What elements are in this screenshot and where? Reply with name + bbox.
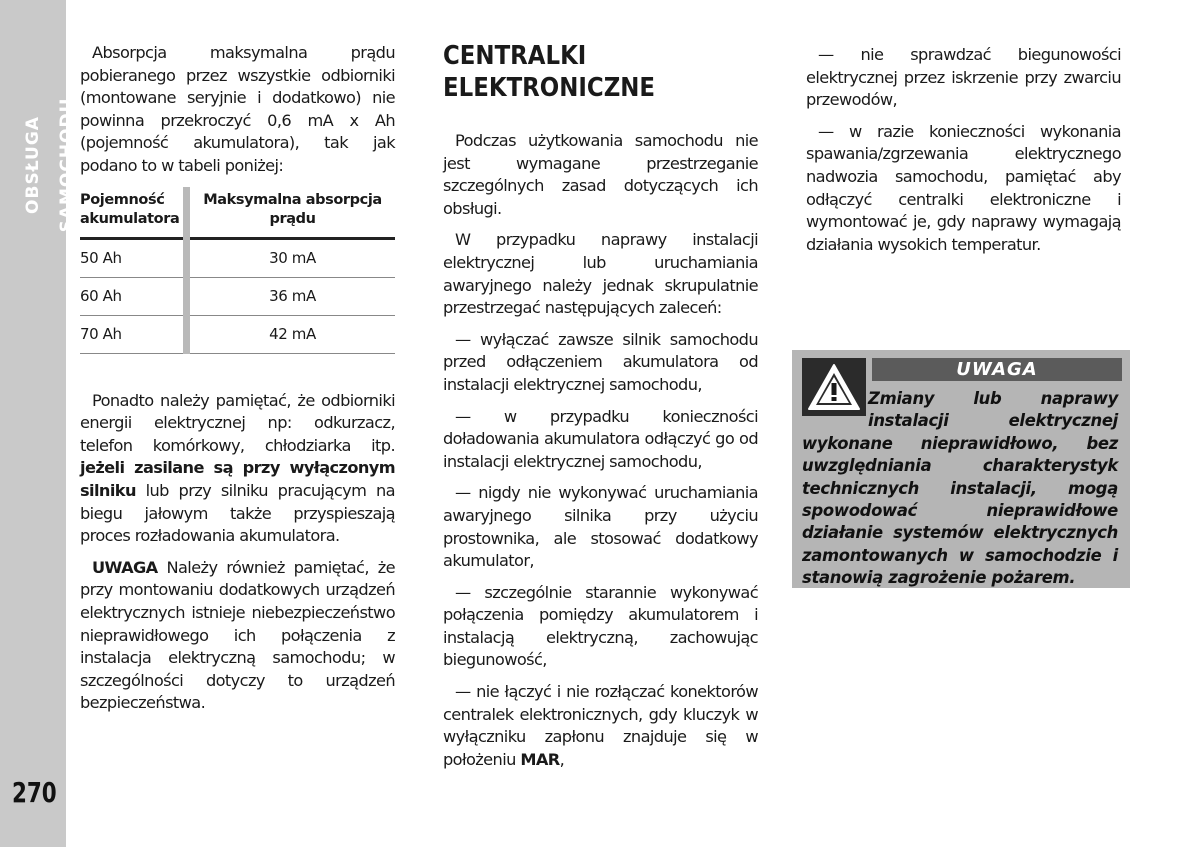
table-cell-capacity: 50 Ah	[80, 238, 187, 277]
paragraph: W przypadku naprawy instalacji elektrycznej lub uruchamiania awaryjnego należy jednak skrupulatnie przestrzegać następujących zaleceń:	[443, 230, 758, 318]
warning-box	[792, 350, 1130, 588]
note-text: Należy również pamiętać, że przy montowaniu dodatkowych urządzeń elektrycznych istnieje niebezpieczeństwo nieprawidłowego ich połączenia z instalacja elektryczną samochodu; w szczególności dotyczy to urządzeń bezpieczeństwa.	[80, 557, 395, 713]
list-item: — nigdy nie wykonywać uruchamiania awaryjnego silnika przy użyciu prostownika, ale stosować dodatkowy akumulator,	[443, 483, 758, 571]
ignition-position: MAR	[520, 749, 560, 769]
section-heading-line2: ELEKTRONICZNE	[443, 73, 656, 103]
warning-text: Zmiany lub naprawy instalacji elektrycznej wykonane nieprawidłowo, bez uwzględniania charakterystyk technicznych instalacji, mogą spowodować nieprawidłowe działanie systemów elektrycznych zamontowanych w samochodzie i stanowią zagrożenie pożarem.	[802, 389, 1118, 588]
list-item: — nie sprawdzać biegunowości elektrycznej przez iskrzenie przy zwarciu przewodów,	[806, 45, 1121, 110]
side-strip	[0, 0, 77, 847]
list-item-text: — nie łączyć i nie rozłączać konektorów centralek elektronicznych, gdy kluczyk w wyłączniku zapłonu znajduje się w położeniu	[443, 682, 758, 769]
section-title	[16, 40, 77, 290]
table-cell-absorption: 36 mA	[187, 277, 396, 315]
intro-paragraph: Absorpcja maksymalna prądu pobieranego przez wszystkie odbiorniki (montowane seryjnie i dodatkowo) nie powinna przekroczyć 0,6 mA x Ah (pojemność akumulatora), tak jak podano to w tabeli poniżej:	[80, 43, 395, 175]
table-row	[80, 315, 395, 353]
table-row	[80, 238, 395, 277]
table-row	[80, 277, 395, 315]
list-item: — w razie konieczności wykonania spawania/zgrzewania elektrycznego nadwozia samochodu, pamiętać aby odłączyć centralki elektroniczne i wymontować je, gdy naprawy wymagają działania wysokich temperatur.	[806, 121, 1121, 254]
table-cell-absorption: 42 mA	[187, 315, 396, 353]
section-title-part2: SAMOCHODU	[57, 97, 77, 233]
paragraph: Podczas użytkowania samochodu nie jest wymagane przestrzeganie szczególnych zasad dotyczących ich obsługi.	[443, 131, 758, 218]
section-title-part1: OBSŁUGA	[23, 116, 43, 214]
table-cell-capacity: 60 Ah	[80, 277, 187, 315]
consumers-text-a: Ponadto należy pamiętać, że odbiorniki energii elektrycznej np: odkurzacz, telefon komórkowy, chłodziarka itp.	[80, 390, 395, 455]
table-header-capacity: Pojemność akumulatora	[80, 187, 187, 239]
list-item: — szczególnie starannie wykonywać połączenia pomiędzy akumulatorem i instalacją elektryczną, zachowując biegunowość,	[443, 582, 758, 670]
table-cell-absorption: 30 mA	[187, 238, 396, 277]
battery-table	[80, 187, 395, 354]
page-number: 270	[12, 776, 57, 809]
list-item-end: ,	[559, 749, 565, 769]
column-3	[806, 44, 1121, 265]
table-header-absorption: Maksymalna absorpcja prądu	[187, 187, 396, 239]
warning-title: UWAGA	[872, 358, 1122, 381]
consumers-text-b: lub przy silniku pracującym na biegu jałowym także przyspieszają proces rozładowania akumulatora.	[80, 480, 395, 546]
note-paragraph	[80, 557, 395, 715]
note-label: UWAGA	[92, 557, 158, 577]
table-cell-capacity: 70 Ah	[80, 315, 187, 353]
table-header-row	[80, 187, 395, 239]
list-item: — w przypadku konieczności doładowania akumulatora odłączyć go od instalacji elektrycznej samochodu,	[443, 406, 758, 471]
consumers-paragraph	[80, 390, 395, 548]
warning-text-container	[802, 388, 1118, 590]
list-item: — wyłączać zawsze silnik samochodu przed odłączeniem akumulatora od instalacji elektrycznej samochodu,	[443, 329, 758, 394]
column-2	[443, 40, 758, 780]
section-heading	[443, 40, 720, 104]
column-1	[80, 42, 395, 724]
list-item	[443, 681, 758, 771]
consumers-bold: jeżeli zasilane są przy wyłączonym silniku	[80, 458, 395, 500]
section-heading-line1: CENTRALKI	[443, 41, 587, 71]
